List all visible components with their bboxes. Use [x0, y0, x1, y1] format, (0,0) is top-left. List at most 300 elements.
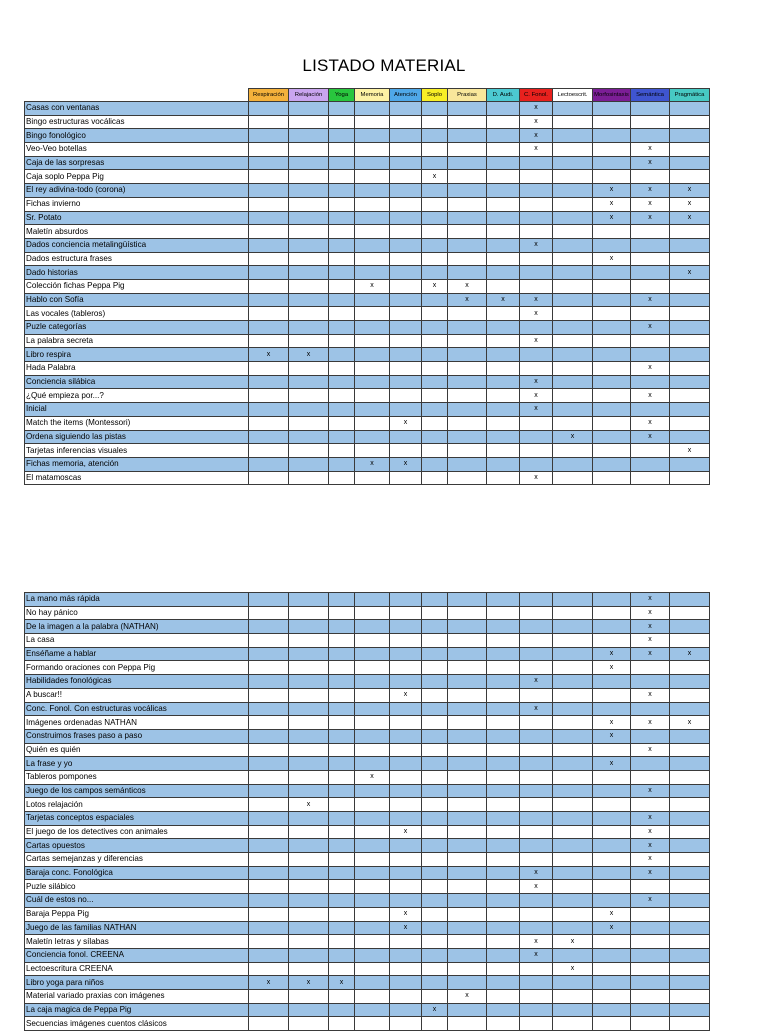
category-cell — [422, 948, 448, 962]
category-cell — [289, 661, 329, 675]
category-cell — [487, 252, 520, 266]
category-cell — [289, 853, 329, 867]
category-cell — [249, 238, 289, 252]
category-cell — [553, 866, 593, 880]
category-cell — [355, 962, 390, 976]
material-row — [25, 606, 710, 620]
category-cell — [487, 471, 520, 485]
category-cell — [422, 688, 448, 702]
category-cell — [448, 880, 487, 894]
material-row — [25, 688, 710, 702]
category-cell — [553, 375, 593, 389]
category-cell — [249, 403, 289, 417]
category-cell — [553, 661, 593, 675]
category-cell — [289, 634, 329, 648]
category-cell — [390, 334, 422, 348]
category-cell — [670, 620, 710, 634]
material-row — [25, 362, 710, 376]
material-name: Quién es quién — [25, 743, 249, 757]
category-cell — [487, 989, 520, 1003]
category-cell — [249, 880, 289, 894]
category-check-mark: x — [631, 825, 670, 839]
category-cell — [390, 321, 422, 335]
material-name: Construimos frases paso a paso — [25, 729, 249, 743]
category-cell — [249, 962, 289, 976]
category-cell — [249, 784, 289, 798]
category-cell — [520, 743, 553, 757]
category-cell — [355, 471, 390, 485]
category-cell — [390, 184, 422, 198]
category-cell — [593, 129, 631, 143]
category-cell — [670, 238, 710, 252]
category-cell — [355, 307, 390, 321]
category-cell — [670, 375, 710, 389]
category-check-mark: x — [520, 403, 553, 417]
material-name: Puzle silábico — [25, 880, 249, 894]
category-cell — [329, 307, 355, 321]
material-row — [25, 620, 710, 634]
category-cell — [520, 839, 553, 853]
category-cell — [289, 921, 329, 935]
material-row — [25, 784, 710, 798]
category-cell — [329, 675, 355, 689]
category-cell — [355, 866, 390, 880]
category-cell — [329, 948, 355, 962]
category-cell — [631, 757, 670, 771]
category-cell — [670, 743, 710, 757]
category-cell — [329, 211, 355, 225]
category-cell — [329, 457, 355, 471]
category-cell — [593, 989, 631, 1003]
material-row — [25, 866, 710, 880]
category-cell — [329, 989, 355, 1003]
category-cell — [289, 184, 329, 198]
category-cell — [670, 115, 710, 129]
category-cell — [631, 798, 670, 812]
category-cell — [422, 184, 448, 198]
category-cell — [355, 976, 390, 990]
category-cell — [670, 825, 710, 839]
category-cell — [422, 976, 448, 990]
category-cell — [422, 866, 448, 880]
category-cell — [355, 634, 390, 648]
category-cell — [448, 375, 487, 389]
material-name: Cartas semejanzas y diferencias — [25, 853, 249, 867]
category-check-mark: x — [390, 825, 422, 839]
category-cell — [553, 362, 593, 376]
category-cell — [249, 798, 289, 812]
material-row — [25, 716, 710, 730]
category-cell — [670, 907, 710, 921]
category-cell — [249, 620, 289, 634]
category-cell — [593, 743, 631, 757]
category-check-mark: x — [553, 935, 593, 949]
category-cell — [329, 184, 355, 198]
category-check-mark: x — [670, 197, 710, 211]
category-cell — [520, 798, 553, 812]
category-cell — [448, 362, 487, 376]
category-cell — [329, 430, 355, 444]
category-cell — [289, 252, 329, 266]
category-check-mark: x — [631, 743, 670, 757]
category-cell — [390, 620, 422, 634]
category-cell — [289, 784, 329, 798]
material-row — [25, 293, 710, 307]
category-cell — [249, 197, 289, 211]
category-cell — [670, 812, 710, 826]
category-cell — [520, 661, 553, 675]
category-cell — [249, 184, 289, 198]
category-check-mark: x — [520, 675, 553, 689]
category-cell — [390, 102, 422, 116]
category-cell — [631, 457, 670, 471]
category-cell — [289, 115, 329, 129]
category-header: Memoria — [355, 89, 390, 102]
category-cell — [448, 143, 487, 157]
material-name: Libro yoga para niños — [25, 976, 249, 990]
category-check-mark: x — [593, 907, 631, 921]
category-cell — [448, 403, 487, 417]
category-cell — [355, 225, 390, 239]
category-cell — [355, 743, 390, 757]
category-cell — [355, 647, 390, 661]
category-check-mark: x — [593, 729, 631, 743]
material-row — [25, 252, 710, 266]
category-cell — [329, 853, 355, 867]
category-cell — [422, 115, 448, 129]
category-cell — [355, 716, 390, 730]
category-cell — [249, 770, 289, 784]
category-cell — [249, 211, 289, 225]
category-cell — [487, 102, 520, 116]
category-cell — [631, 307, 670, 321]
category-cell — [670, 948, 710, 962]
category-cell — [487, 894, 520, 908]
category-cell — [329, 825, 355, 839]
category-cell — [249, 989, 289, 1003]
category-cell — [422, 321, 448, 335]
category-cell — [289, 156, 329, 170]
category-cell — [289, 293, 329, 307]
material-name: Baraja conc. Fonológica — [25, 866, 249, 880]
category-cell — [355, 170, 390, 184]
material-name: Ordena siguiendo las pistas — [25, 430, 249, 444]
category-cell — [520, 729, 553, 743]
category-cell — [553, 907, 593, 921]
category-cell — [249, 156, 289, 170]
category-cell — [593, 784, 631, 798]
category-cell — [422, 798, 448, 812]
category-cell — [593, 102, 631, 116]
material-name: Lectoescritura CREENA — [25, 962, 249, 976]
material-name: Fichas invierno — [25, 197, 249, 211]
category-cell — [520, 416, 553, 430]
category-check-mark: x — [631, 184, 670, 198]
category-cell — [520, 1003, 553, 1017]
category-cell — [329, 894, 355, 908]
material-name: Conciencia silábica — [25, 375, 249, 389]
category-cell — [631, 238, 670, 252]
category-cell — [631, 962, 670, 976]
category-cell — [329, 362, 355, 376]
material-name: Tarjetas conceptos espaciales — [25, 812, 249, 826]
category-cell — [520, 321, 553, 335]
category-cell — [553, 348, 593, 362]
category-check-mark: x — [670, 444, 710, 458]
category-cell — [390, 716, 422, 730]
material-row — [25, 416, 710, 430]
category-check-mark: x — [631, 620, 670, 634]
category-cell — [329, 129, 355, 143]
category-cell — [448, 770, 487, 784]
category-header: Semántica — [631, 89, 670, 102]
category-cell — [670, 853, 710, 867]
category-check-mark: x — [448, 279, 487, 293]
category-cell — [520, 170, 553, 184]
category-cell — [487, 156, 520, 170]
category-cell — [249, 375, 289, 389]
category-check-mark: x — [422, 1003, 448, 1017]
material-name: Conc. Fonol. Con estructuras vocálicas — [25, 702, 249, 716]
category-cell — [593, 375, 631, 389]
category-cell — [329, 471, 355, 485]
category-check-mark: x — [593, 211, 631, 225]
material-name: Fichas memoria, atención — [25, 457, 249, 471]
category-cell — [289, 866, 329, 880]
category-cell — [487, 839, 520, 853]
category-check-mark: x — [520, 334, 553, 348]
category-cell — [329, 880, 355, 894]
category-cell — [631, 403, 670, 417]
category-cell — [487, 606, 520, 620]
category-cell — [520, 962, 553, 976]
category-check-mark: x — [448, 989, 487, 1003]
category-cell — [289, 197, 329, 211]
category-cell — [448, 266, 487, 280]
category-cell — [487, 375, 520, 389]
category-cell — [593, 812, 631, 826]
category-cell — [520, 266, 553, 280]
category-cell — [448, 812, 487, 826]
category-cell — [487, 620, 520, 634]
category-cell — [355, 839, 390, 853]
category-cell — [520, 894, 553, 908]
category-cell — [422, 770, 448, 784]
category-cell — [329, 866, 355, 880]
category-cell — [329, 812, 355, 826]
category-cell — [390, 798, 422, 812]
category-cell — [631, 948, 670, 962]
category-check-mark: x — [355, 770, 390, 784]
category-cell — [631, 661, 670, 675]
category-check-mark: x — [631, 853, 670, 867]
category-cell — [593, 416, 631, 430]
category-cell — [553, 593, 593, 607]
category-cell — [390, 661, 422, 675]
category-cell — [631, 770, 670, 784]
material-name: El juego de los detectives con animales — [25, 825, 249, 839]
category-cell — [390, 238, 422, 252]
category-cell — [487, 921, 520, 935]
category-cell — [390, 129, 422, 143]
material-row — [25, 812, 710, 826]
category-check-mark: x — [355, 279, 390, 293]
category-cell — [289, 389, 329, 403]
category-cell — [355, 129, 390, 143]
category-cell — [289, 362, 329, 376]
category-cell — [593, 156, 631, 170]
category-cell — [487, 825, 520, 839]
material-row — [25, 389, 710, 403]
category-check-mark: x — [631, 606, 670, 620]
category-cell — [553, 634, 593, 648]
category-cell — [448, 129, 487, 143]
category-cell — [329, 784, 355, 798]
category-cell — [553, 798, 593, 812]
material-row — [25, 266, 710, 280]
category-cell — [593, 334, 631, 348]
category-cell — [553, 976, 593, 990]
category-cell — [422, 647, 448, 661]
category-cell — [422, 375, 448, 389]
category-cell — [520, 252, 553, 266]
category-cell — [670, 688, 710, 702]
category-cell — [553, 729, 593, 743]
category-check-mark: x — [289, 798, 329, 812]
category-cell — [553, 688, 593, 702]
category-cell — [329, 293, 355, 307]
material-row — [25, 907, 710, 921]
category-cell — [422, 675, 448, 689]
category-cell — [520, 688, 553, 702]
category-cell — [553, 716, 593, 730]
material-name: Puzle categorías — [25, 321, 249, 335]
category-cell — [487, 976, 520, 990]
category-cell — [448, 716, 487, 730]
category-cell — [422, 362, 448, 376]
category-cell — [487, 416, 520, 430]
category-cell — [355, 921, 390, 935]
material-name: Habilidades fonológicas — [25, 675, 249, 689]
material-name: Material variado praxias con imágenes — [25, 989, 249, 1003]
category-cell — [448, 647, 487, 661]
material-row — [25, 334, 710, 348]
category-cell — [593, 935, 631, 949]
category-cell — [422, 225, 448, 239]
category-cell — [329, 252, 355, 266]
category-check-mark: x — [631, 812, 670, 826]
category-cell — [329, 266, 355, 280]
material-name: Secuencias imágenes cuentos clásicos — [25, 1017, 249, 1031]
category-cell — [355, 321, 390, 335]
category-cell — [249, 688, 289, 702]
category-cell — [487, 238, 520, 252]
category-cell — [487, 798, 520, 812]
category-cell — [520, 647, 553, 661]
category-cell — [390, 675, 422, 689]
material-row — [25, 156, 710, 170]
category-cell — [593, 444, 631, 458]
category-cell — [553, 197, 593, 211]
category-cell — [422, 403, 448, 417]
category-cell — [487, 784, 520, 798]
category-cell — [448, 593, 487, 607]
material-row — [25, 661, 710, 675]
category-cell — [670, 416, 710, 430]
category-cell — [553, 389, 593, 403]
category-cell — [670, 252, 710, 266]
category-cell — [390, 307, 422, 321]
category-header: D. Audi. — [487, 89, 520, 102]
category-cell — [670, 866, 710, 880]
category-cell — [422, 211, 448, 225]
category-cell — [487, 880, 520, 894]
category-cell — [670, 894, 710, 908]
category-cell — [355, 825, 390, 839]
category-cell — [520, 757, 553, 771]
category-check-mark: x — [593, 757, 631, 771]
category-check-mark: x — [593, 716, 631, 730]
category-cell — [249, 921, 289, 935]
category-cell — [553, 129, 593, 143]
category-cell — [329, 620, 355, 634]
category-cell — [487, 430, 520, 444]
category-cell — [289, 962, 329, 976]
material-name: Hada Palabra — [25, 362, 249, 376]
category-check-mark: x — [329, 976, 355, 990]
category-cell — [670, 129, 710, 143]
category-cell — [355, 880, 390, 894]
category-cell — [487, 661, 520, 675]
category-cell — [355, 784, 390, 798]
material-name: Conciencia fonol. CREENA — [25, 948, 249, 962]
category-cell — [520, 593, 553, 607]
category-cell — [448, 798, 487, 812]
category-cell — [593, 1003, 631, 1017]
material-row — [25, 143, 710, 157]
category-check-mark: x — [520, 389, 553, 403]
category-cell — [593, 348, 631, 362]
category-cell — [329, 279, 355, 293]
category-cell — [249, 225, 289, 239]
category-cell — [448, 416, 487, 430]
material-row — [25, 729, 710, 743]
category-cell — [390, 225, 422, 239]
category-cell — [249, 853, 289, 867]
category-cell — [553, 252, 593, 266]
category-cell — [422, 293, 448, 307]
category-check-mark: x — [593, 184, 631, 198]
category-cell — [289, 770, 329, 784]
category-check-mark: x — [520, 102, 553, 116]
category-cell — [355, 907, 390, 921]
category-check-mark: x — [520, 129, 553, 143]
material-row — [25, 702, 710, 716]
category-check-mark: x — [593, 661, 631, 675]
category-cell — [553, 1003, 593, 1017]
category-cell — [390, 279, 422, 293]
category-cell — [422, 729, 448, 743]
category-cell — [249, 948, 289, 962]
category-cell — [355, 688, 390, 702]
category-check-mark: x — [670, 716, 710, 730]
category-cell — [422, 102, 448, 116]
category-cell — [670, 321, 710, 335]
category-cell — [329, 798, 355, 812]
category-cell — [249, 279, 289, 293]
category-cell — [355, 757, 390, 771]
category-cell — [355, 812, 390, 826]
